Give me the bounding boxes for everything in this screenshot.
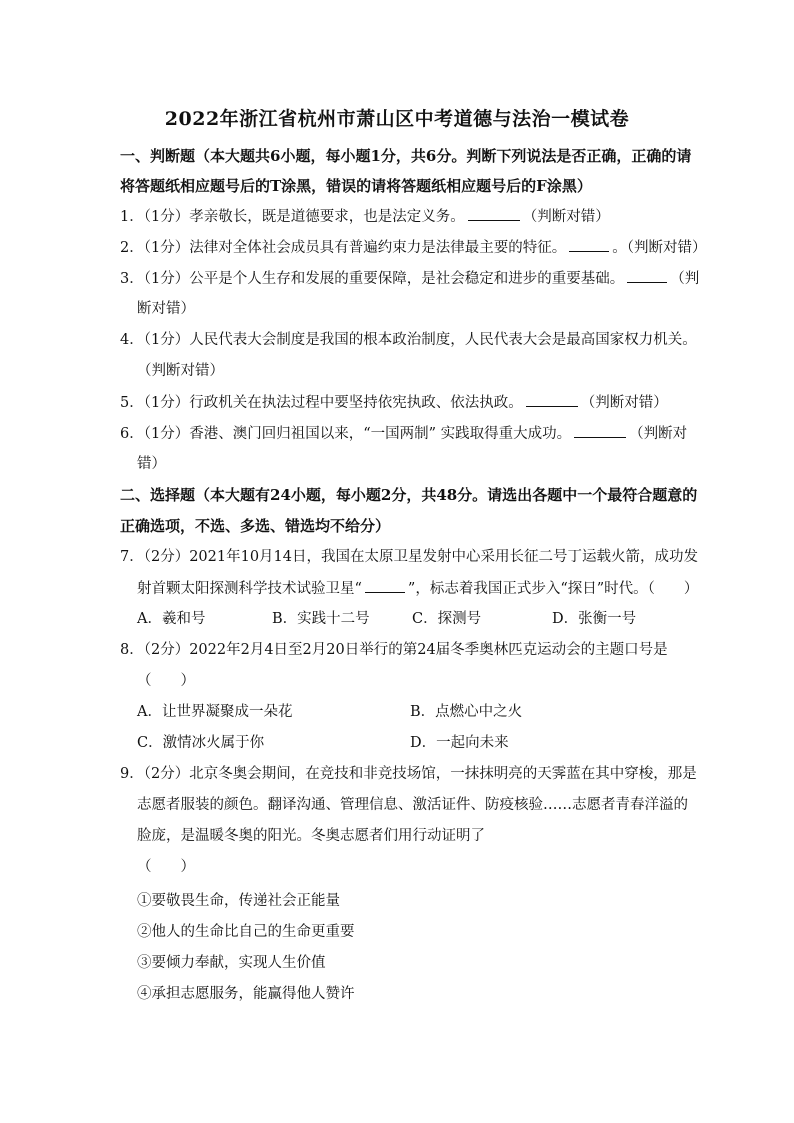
question-3-text: 3．（1分）公平是个人生存和发展的重要保障，是社会稳定和进步的重要基础。 [120, 271, 625, 287]
question-4-continuation: （判断对错） [137, 363, 224, 379]
question-8-option-a[interactable]: A．让世界凝聚成一朵花 [137, 704, 293, 720]
question-7-text-b: ”，标志着我国正式步入“探日”时代。（ ） [407, 581, 699, 597]
question-9-line3: 脸庞，是温暖冬奥的阳光。冬奥志愿者们用行动证明了 [137, 828, 485, 844]
answer-blank[interactable] [574, 423, 626, 438]
question-9-item-2: ②他人的生命比自己的生命更重要 [137, 924, 355, 940]
question-1 [120, 206, 610, 227]
question-7-option-a[interactable]: A．羲和号 [137, 611, 206, 627]
question-2-suffix: 。（判断对错） [612, 240, 707, 256]
section1-header-line1: 一、判断题（本大题共6小题，每小题1分，共6分。判断下列说法是否正确，正确的请 [120, 147, 692, 165]
question-9-line4: （ ） [137, 859, 195, 875]
question-9-item-1: ①要敬畏生命，传递社会正能量 [137, 893, 340, 909]
question-7-text-a: 射首颗太阳探测科学技术试验卫星“ [137, 581, 362, 597]
section2-header-line1: 二、选择题（本大题有24小题，每小题2分，共48分。请选出各题中一个最符合题意的 [120, 486, 698, 504]
question-8-line2: （ ） [137, 673, 195, 689]
question-7-line2 [137, 578, 698, 599]
answer-blank[interactable] [526, 392, 578, 407]
question-6-continuation: 错） [137, 456, 166, 472]
question-8-line1: 8．（2分）2022年2月4日至2月20日举行的第24届冬季奥林匹克运动会的主题口号是 [120, 642, 668, 658]
question-3-suffix: （判 [670, 271, 700, 287]
section2-header-line2: 正确选项，不选、多选、错选均不给分） [120, 517, 391, 535]
question-7-line1: 7．（2分）2021年10月14日，我国在太原卫星发射中心采用长征二号丁运载火箭，成功发 [120, 549, 699, 565]
question-1-text: 1．（1分）孝亲敬长，既是道德要求，也是法定义务。 [120, 209, 465, 225]
answer-blank[interactable] [468, 206, 520, 221]
question-3-continuation: 断对错） [137, 301, 195, 317]
question-8-option-d[interactable]: D．一起向未来 [410, 735, 509, 751]
answer-blank[interactable] [365, 578, 405, 593]
question-8-option-b[interactable]: B．点燃心中之火 [410, 704, 523, 720]
question-7-option-d[interactable]: D．张衡一号 [552, 611, 637, 627]
question-9-line1: 9．（2分）北京冬奥会期间，在竞技和非竞技场馆，一抹抹明亮的天霁蓝在其中穿梭，那是 [120, 766, 697, 782]
answer-blank[interactable] [569, 237, 609, 252]
answer-blank[interactable] [627, 268, 667, 283]
question-6-suffix: （判断对 [629, 426, 688, 442]
question-9-item-4: ④承担志愿服务，能赢得他人赞许 [137, 986, 355, 1002]
question-9-line2: 志愿者服装的颜色。翻译沟通、管理信息、激活证件、防疫核验……志愿者青春洋溢的 [137, 797, 688, 813]
question-6 [120, 423, 687, 444]
question-5-suffix: （判断对错） [580, 395, 668, 411]
question-8-option-c[interactable]: C．激情冰火属于你 [137, 735, 265, 751]
question-5 [120, 392, 668, 413]
question-6-text: 6．（1分）香港、澳门回归祖国以来，“一国两制” 实践取得重大成功。 [120, 426, 572, 442]
question-7-option-c[interactable]: C．探测号 [412, 611, 482, 627]
question-9-item-3: ③要倾力奉献，实现人生价值 [137, 955, 326, 971]
question-7-option-b[interactable]: B．实践十二号 [272, 611, 370, 627]
page-title: 2022年浙江省杭州市萧山区中考道德与法治一模试卷 [164, 108, 630, 130]
question-5-text: 5．（1分）行政机关在执法过程中要坚持依宪执政、依法执政。 [120, 395, 523, 411]
question-2 [120, 237, 706, 258]
question-4: 4．（1分）人民代表大会制度是我国的根本政治制度，人民代表大会是最高国家权力机关。 [120, 332, 697, 348]
question-1-suffix: （判断对错） [522, 209, 610, 225]
question-2-text: 2．（1分）法律对全体社会成员具有普遍约束力是法律最主要的特征。 [120, 240, 567, 256]
section1-header-line2: 将答题纸相应题号后的T涂黑，错误的请将答题纸相应题号后的F涂黑） [120, 177, 592, 195]
question-3 [120, 268, 699, 289]
